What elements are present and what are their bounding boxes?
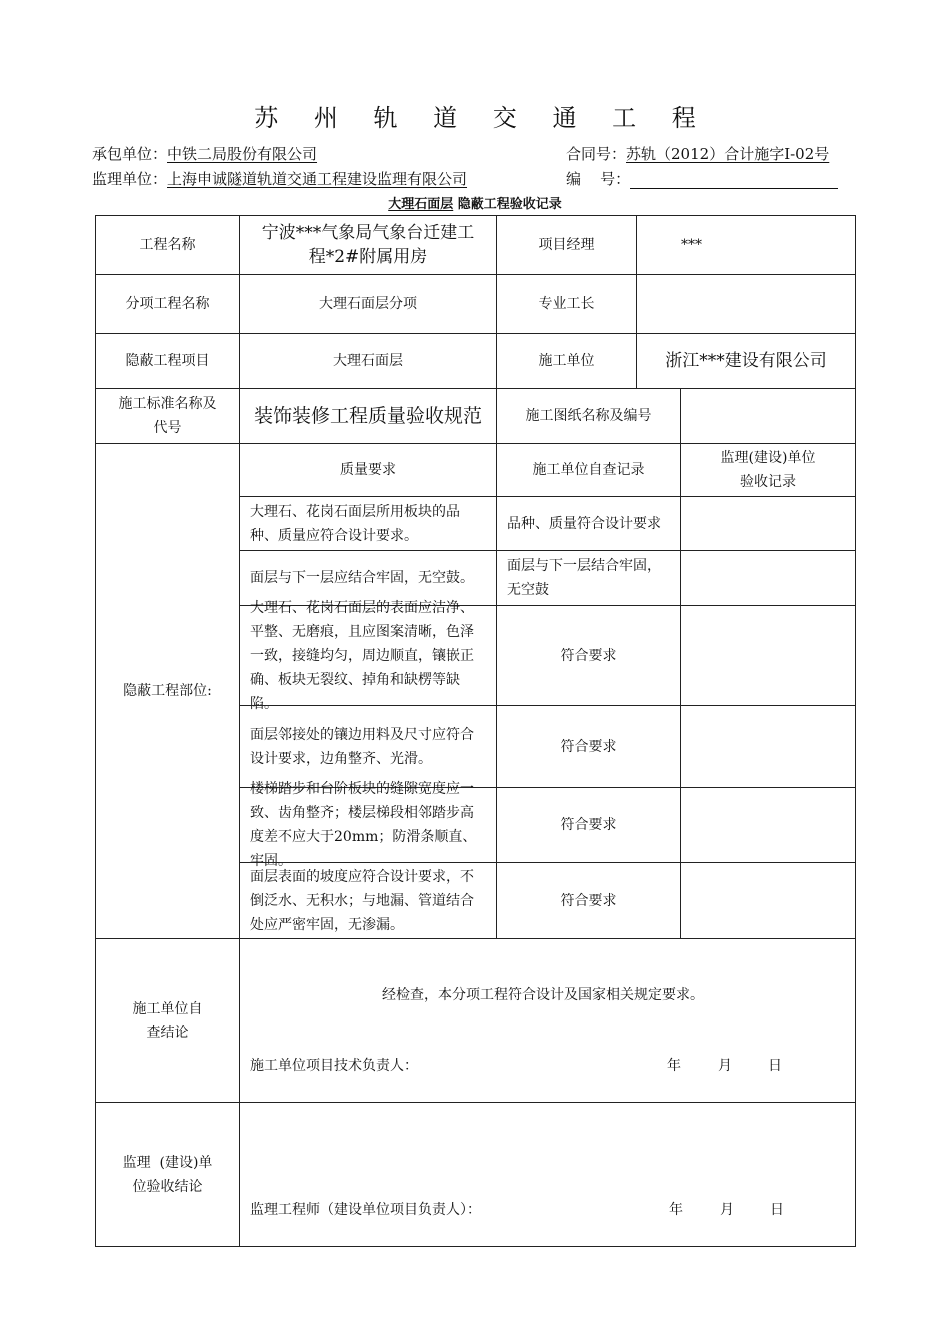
supervision-signer: 监理工程师（建设单位项目负责人）： [250,1202,481,1218]
self-date-day: 日 [768,1058,782,1074]
supervision-date-month: 月 [720,1202,734,1218]
supervision-date-day: 日 [770,1202,784,1218]
serial-blank [630,174,838,189]
self-check-cell: 面层与下一层结合牢固，无空鼓 [496,550,681,606]
contract-no-label: 合同号： [566,145,627,163]
project-manager-label: 项目经理 [496,215,637,275]
self-check-cell: 符合要求 [496,605,681,706]
subtitle-item: 大理石面层 [388,197,454,212]
requirement-cell: 大理石、花岗石面层所用板块的品种、质量应符合设计要求。 [239,496,497,551]
self-date-month: 月 [718,1058,732,1074]
col-header-supervision: 监理(建设)单位验收记录 [680,443,856,497]
contractor-label: 承包单位： [92,145,168,163]
acceptance-cell [680,496,856,551]
contract-no-row [566,144,829,164]
contract-no-value: 苏轨（2012）合计施字Ⅰ-02号 [626,145,830,163]
supervisor-label: 监理单位： [92,170,168,188]
serial-label: 编 号： [566,170,631,188]
standard-value: 装饰装修工程质量验收规范 [239,388,497,444]
col-header-quality: 质量要求 [239,443,497,497]
supervisor-value: 上海申诚隧道轨道交通工程建设监理有限公司 [167,170,468,188]
construction-unit-label: 施工单位 [496,333,637,389]
form-subtitle [0,193,950,212]
hidden-part-label: 隐蔽工程部位: [95,443,240,939]
requirement-cell: 大理石、花岗石面层的表面应洁净、平整、无磨痕，且应图案清晰，色泽一致，接缝均匀，周边顺直，镶嵌正确、板块无裂纹、掉角和缺楞等缺陷。 [239,605,497,706]
drawing-value [680,388,856,444]
project-name-label: 工程名称 [95,215,240,275]
self-conclusion-label: 施工单位自查结论 [95,938,240,1103]
self-check-cell: 品种、质量符合设计要求 [496,496,681,551]
self-conclusion-box [239,938,856,1103]
hidden-item-label: 隐蔽工程项目 [95,333,240,389]
supervision-conclusion-box [239,1102,856,1247]
standard-label: 施工标准名称及代号 [95,388,240,444]
col-header-self-check: 施工单位自查记录 [496,443,681,497]
sub-item-label: 分项工程名称 [95,274,240,334]
contractor-value: 中铁二局股份有限公司 [167,145,318,163]
acceptance-cell [680,550,856,606]
self-conclusion-text: 经检查，本分项工程符合设计及国家相关规定要求。 [382,987,704,1003]
self-date-year: 年 [667,1058,681,1074]
foreman-label: 专业工长 [496,274,637,334]
self-conclusion-signer: 施工单位项目技术负责人： [250,1058,418,1074]
requirement-cell: 面层表面的坡度应符合设计要求，不倒泛水、无积水；与地漏、管道结合处应严密牢固，无渗漏。 [239,862,497,939]
drawing-label: 施工图纸名称及编号 [496,388,681,444]
supervisor-row [92,169,467,189]
project-name-value: 宁波***气象局气象台迁建工程*2#附属用房 [239,215,497,275]
acceptance-cell [680,787,856,863]
subtitle-rest: 隐蔽工程验收记录 [453,197,562,212]
requirement-cell: 面层邻接处的镶边用料及尺寸应符合设计要求，边角整齐、光滑。 [239,705,497,788]
self-check-cell: 符合要求 [496,705,681,788]
document-title: 苏 州 轨 道 交 通 工 程 [254,104,710,132]
supervision-conclusion-label: 监理 (建设)单位验收结论 [95,1102,240,1247]
serial-row [566,169,838,189]
contractor-row [92,144,317,164]
sub-item-value: 大理石面层分项 [239,274,497,334]
hidden-item-value: 大理石面层 [239,333,497,389]
self-check-cell: 符合要求 [496,862,681,939]
self-check-cell: 符合要求 [496,787,681,863]
requirement-cell: 楼梯踏步和台阶板块的缝隙宽度应一致、齿角整齐；楼层梯段相邻踏步高度差不应大于20mm；防滑条顺直、牢固。 [239,787,497,863]
foreman-value [636,274,856,334]
requirement-cell: 面层与下一层应结合牢固，无空鼓。 [239,550,497,606]
acceptance-cell [680,605,856,706]
supervision-date-year: 年 [669,1202,683,1218]
acceptance-cell [680,862,856,939]
project-manager-value: *** [636,215,856,275]
construction-unit-value: 浙江***建设有限公司 [636,333,856,389]
acceptance-cell [680,705,856,788]
